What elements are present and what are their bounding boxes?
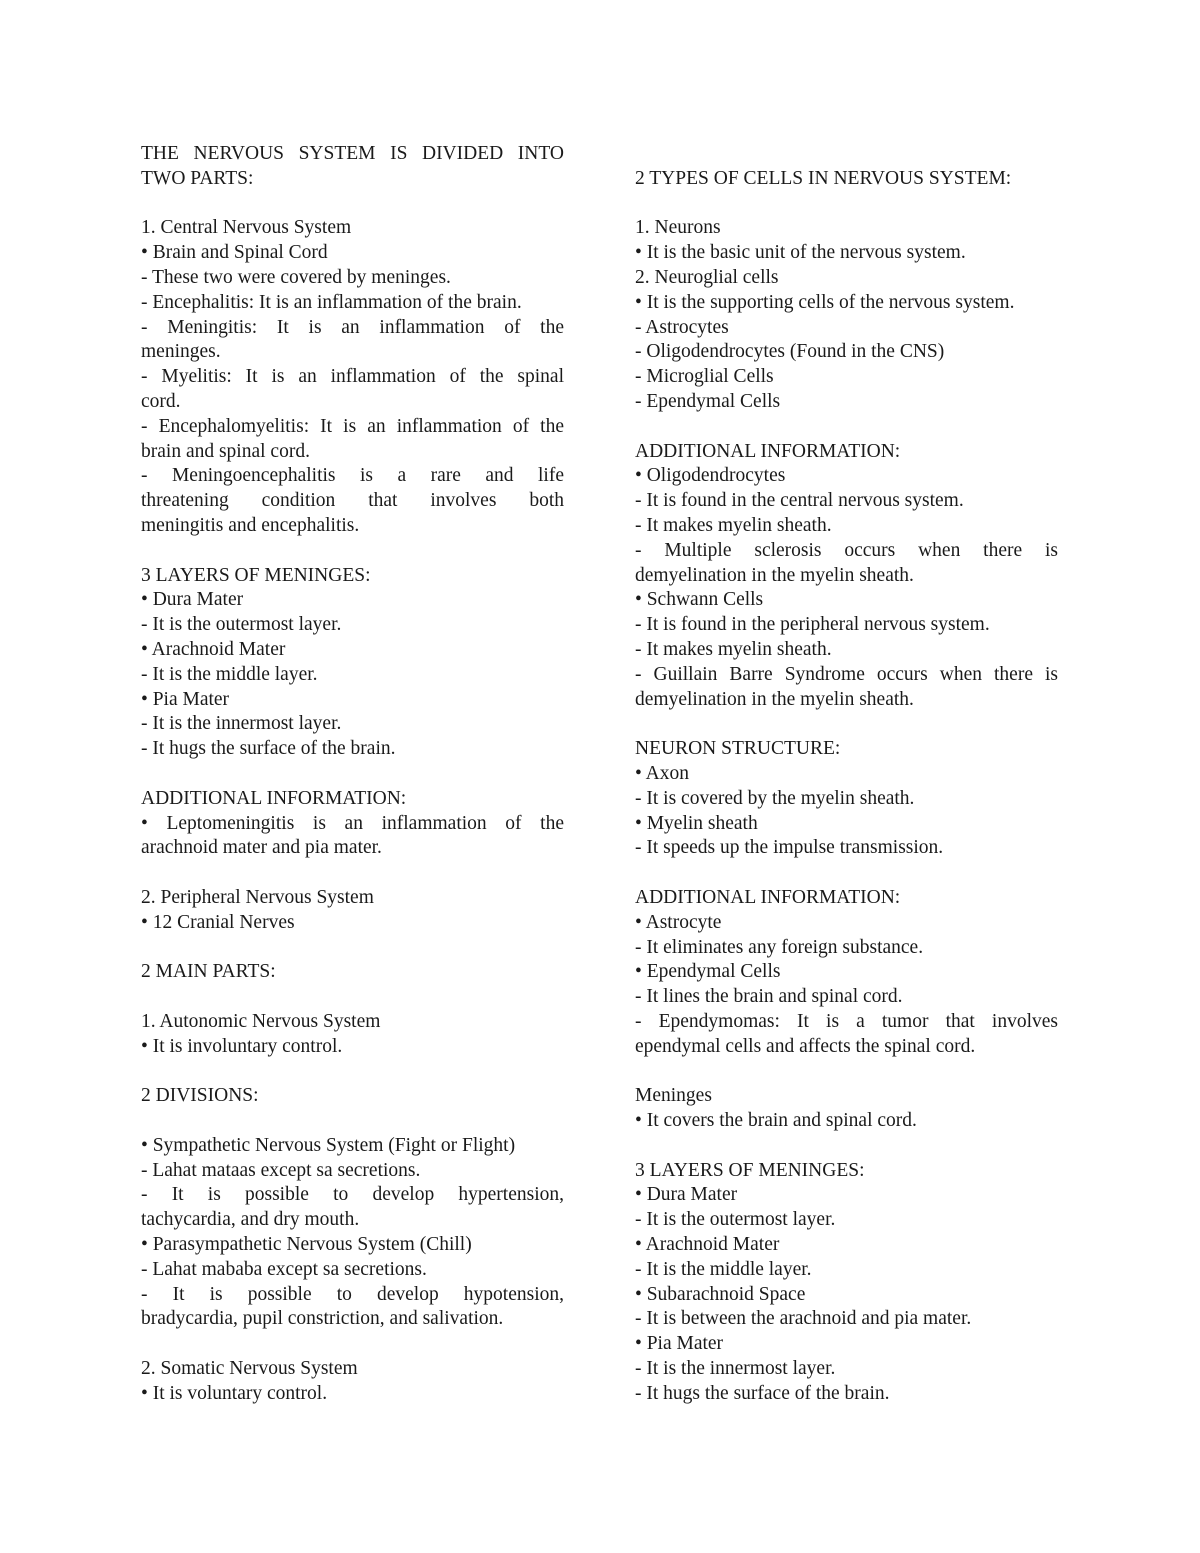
text-line: - It speeds up the impulse transmission. [635,837,944,859]
text-line: - Lahat mababa except sa secretions. [141,1258,427,1280]
text-line: demyelination in the myelin sheath. [635,564,914,586]
text-line: - These two were covered by meninges. [141,266,451,288]
text-line: - It is possible to develop hypertension, [141,1184,564,1206]
text-line: 1. Central Nervous System [141,217,352,239]
blank-line [141,936,564,961]
text-line: • Pia Mater [635,1333,724,1355]
text-line: • It is involuntary control. [141,1035,343,1057]
text-line: • Arachnoid Mater [141,638,286,660]
text-line: brain and spinal cord. [141,440,310,462]
text-line: 1. Autonomic Nervous System [141,1010,381,1032]
blank-line [635,415,1058,440]
text-line: - It eliminates any foreign substance. [635,936,924,958]
text-line: • Brain and Spinal Cord [141,242,328,264]
text-line: - Lahat mataas except sa secretions. [141,1159,421,1181]
text-line: - It is between the arachnoid and pia mater. [635,1308,972,1330]
blank-line [635,142,1058,167]
text-line: - Guillain Barre Syndrome occurs when there is [635,663,1058,685]
text-line: • It is the basic unit of the nervous system. [635,242,966,264]
text-line: ADDITIONAL INFORMATION: [635,440,901,462]
text-line: • Pia Mater [141,688,230,710]
blank-line [141,1332,564,1357]
text-line: demyelination in the myelin sheath. [635,688,914,710]
text-line: 3 LAYERS OF MENINGES: [141,564,371,586]
text-line: 2 TYPES OF CELLS IN NERVOUS SYSTEM: [635,167,1012,189]
text-line: - It makes myelin sheath. [635,514,832,536]
text-line: • It is the supporting cells of the nervous system. [635,291,1015,313]
text-line: • Dura Mater [635,1184,738,1206]
text-line: • Ependymal Cells [635,961,781,983]
text-line: - It is the middle layer. [141,663,318,685]
text-line: meninges. [141,341,221,363]
blank-line [635,861,1058,886]
text-line: cord. [141,390,181,412]
text-line: • It covers the brain and spinal cord. [635,1110,917,1132]
text-line: • Parasympathetic Nervous System (Chill) [141,1234,472,1256]
text-line: • Subarachnoid Space [635,1283,806,1305]
text-line: - It is found in the central nervous system. [635,490,964,512]
text-line: Meninges [635,1085,712,1107]
text-line: 2. Peripheral Nervous System [141,886,374,908]
text-line: • Axon [635,762,689,784]
text-line: - It is the innermost layer. [635,1358,836,1380]
text-line: - Myelitis: It is an inflammation of the spinal [141,366,564,388]
text-line: - It is found in the peripheral nervous system. [635,614,990,636]
text-line: - It is the outermost layer. [141,614,342,636]
text-line: 2 DIVISIONS: [141,1085,259,1107]
right-column [635,142,1058,1407]
text-line: 1. Neurons [635,217,721,239]
blank-line [141,192,564,217]
text-line: • It is voluntary control. [141,1382,328,1404]
blank-line [141,539,564,564]
blank-line [141,861,564,886]
text-line: TWO PARTS: [141,167,254,189]
text-line: 2 MAIN PARTS: [141,961,276,983]
text-line: - Meningitis: It is an inflammation of the [141,316,564,338]
blank-line [635,1059,1058,1084]
text-line: - Encephalitis: It is an inflammation of the brain. [141,291,522,313]
text-line: - It is covered by the myelin sheath. [635,787,915,809]
text-line: meningitis and encephalitis. [141,514,360,536]
text-line: - It hugs the surface of the brain. [635,1382,890,1404]
text-line: ependymal cells and affects the spinal cord. [635,1035,976,1057]
text-line: - It is the outermost layer. [635,1209,836,1231]
text-line: - Ependymomas: It is a tumor that involves [635,1010,1058,1032]
text-line: • Dura Mater [141,589,244,611]
blank-line [635,192,1058,217]
text-line: - Ependymal Cells [635,390,781,412]
text-line: - Microglial Cells [635,366,774,388]
text-line: - Multiple sclerosis occurs when there is [635,539,1058,561]
text-line: 2. Somatic Nervous System [141,1358,358,1380]
text-line: 3 LAYERS OF MENINGES: [635,1159,865,1181]
text-line: tachycardia, and dry mouth. [141,1209,360,1231]
text-line: - Oligodendrocytes (Found in the CNS) [635,341,945,363]
text-line: - It is the middle layer. [635,1258,812,1280]
text-line: NEURON STRUCTURE: [635,738,841,760]
blank-line [141,1059,564,1084]
text-line: THE NERVOUS SYSTEM IS DIVIDED INTO [141,143,564,164]
text-line: - It makes myelin sheath. [635,638,832,660]
blank-line [635,712,1058,737]
text-line: ADDITIONAL INFORMATION: [635,886,901,908]
text-line: - Astrocytes [635,316,729,338]
blank-line [141,985,564,1010]
text-line: bradycardia, pupil constriction, and salivation. [141,1308,504,1330]
blank-line [141,1109,564,1134]
text-line: • Arachnoid Mater [635,1234,780,1256]
text-line: - Encephalomyelitis: It is an inflammation of the [141,415,564,437]
text-line: • Sympathetic Nervous System (Fight or Flight) [141,1134,516,1156]
text-line: - It lines the brain and spinal cord. [635,986,903,1008]
text-line: • Schwann Cells [635,589,764,611]
text-line: • Leptomeningitis is an inflammation of the [141,812,564,834]
text-line: • 12 Cranial Nerves [141,911,295,933]
text-line: - Meningoencephalitis is a rare and life [141,465,564,487]
text-line: 2. Neuroglial cells [635,266,779,288]
text-line: - It is the innermost layer. [141,713,342,735]
text-line: ADDITIONAL INFORMATION: [141,787,407,809]
left-column [141,142,564,1407]
text-line: threatening condition that involves both [141,490,564,512]
text-line: - It hugs the surface of the brain. [141,738,396,760]
blank-line [635,1134,1058,1159]
text-line: - It is possible to develop hypotension, [141,1283,564,1305]
text-line: arachnoid mater and pia mater. [141,837,382,859]
text-line: • Astrocyte [635,911,722,933]
text-line: • Myelin sheath [635,812,758,834]
blank-line [141,762,564,787]
text-line: • Oligodendrocytes [635,465,786,487]
